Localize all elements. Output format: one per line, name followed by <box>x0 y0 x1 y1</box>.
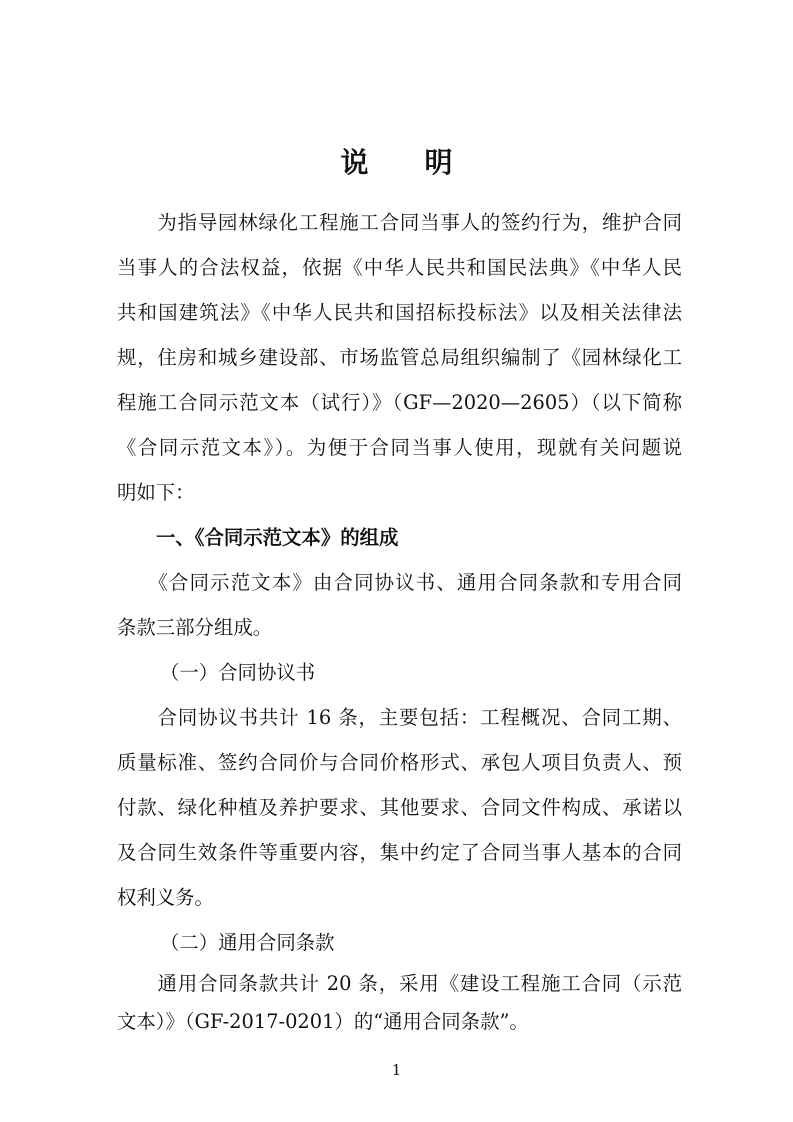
page-title: 说 明 <box>340 146 453 179</box>
subheading-agreement: （一）合同协议书 <box>160 661 316 684</box>
intro-line-2: 当事人的合法权益，依据《中华人民共和国民法典》《中华人民 <box>117 256 682 279</box>
intro-line-1: 为指导园林绿化工程施工合同当事人的签约行为，维护合同 <box>117 211 682 234</box>
sub1-line-5: 权利义务。 <box>117 886 214 909</box>
sub1-line-4: 及合同生效条件等重要内容，集中约定了合同当事人基本的合同 <box>117 841 682 864</box>
sub1-line-2: 质量标准、签约合同价与合同价格形式、承包人项目负责人、预 <box>117 751 682 774</box>
sub2-line-2: 文本）》（GF-2017-0201）的“通用合同条款”。 <box>117 1010 529 1033</box>
intro-line-6: 《合同示范文本》）。为便于合同当事人使用，现就有关问题说 <box>117 436 682 459</box>
sub1-line-1: 合同协议书共计 16 条，主要包括：工程概况、合同工期、 <box>117 706 682 729</box>
section1-line-2: 条款三部分组成。 <box>117 616 273 639</box>
section1-line-1: 《合同示范文本》由合同协议书、通用合同条款和专用合同 <box>117 571 682 594</box>
intro-line-5: 程施工合同示范文本（试行）》（GF—2020—2605）（以下简称 <box>117 391 682 414</box>
intro-line-3: 共和国建筑法》《中华人民共和国招标投标法》以及相关法律法 <box>117 301 682 324</box>
sub1-line-3: 付款、绿化种植及养护要求、其他要求、合同文件构成、承诺以 <box>117 796 682 819</box>
page-number: 1 <box>391 1061 402 1079</box>
sub2-line-1: 通用合同条款共计 20 条，采用《建设工程施工合同（示范 <box>117 972 682 995</box>
intro-line-4: 规，住房和城乡建设部、市场监管总局组织编制了《园林绿化工 <box>117 346 682 369</box>
intro-line-7: 明如下： <box>117 481 195 504</box>
subheading-general-terms: （二）通用合同条款 <box>160 931 335 954</box>
section-heading-composition: 一、《合同示范文本》的组成 <box>156 526 399 549</box>
